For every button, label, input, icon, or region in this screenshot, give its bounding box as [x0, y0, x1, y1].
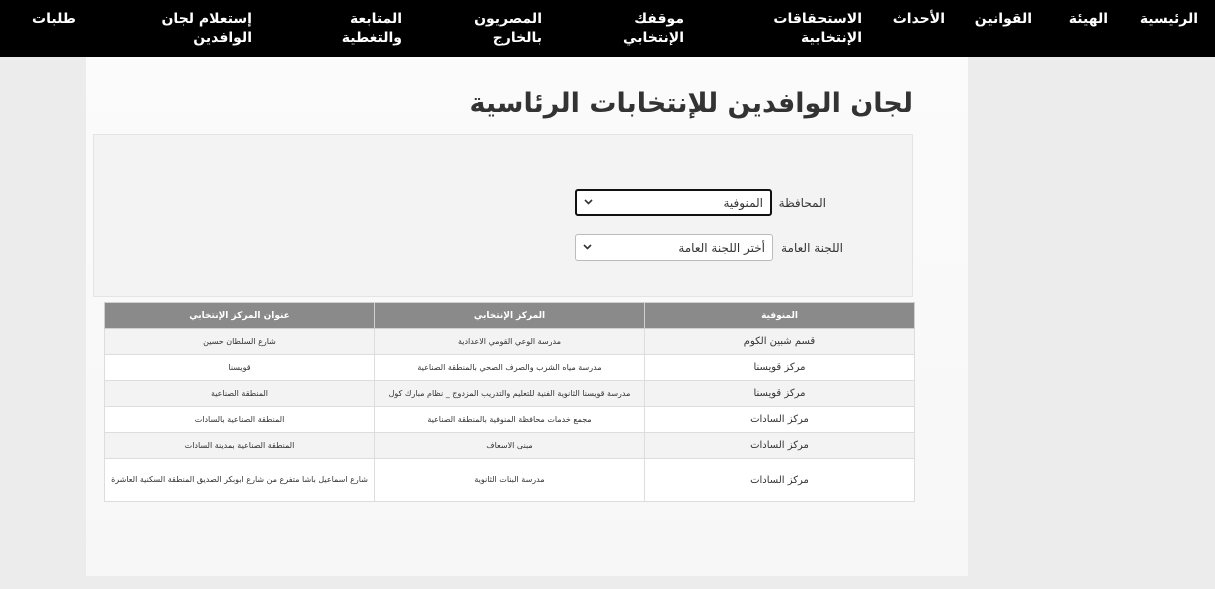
results-table — [104, 302, 915, 502]
table-row — [105, 355, 915, 381]
chevron-down-icon — [583, 243, 592, 253]
cell-center: مدرسة مياه الشرب والصرف الصحي بالمنطقة الصناعية — [375, 355, 645, 381]
cell-area: مركز قويسنا — [645, 355, 915, 381]
cell-address: المنطقة الصناعية — [105, 381, 375, 407]
page-title: لجان الوافدين للإنتخابات الرئاسية — [469, 88, 913, 119]
nav-expat-inquiry-line2: الوافدين — [193, 30, 252, 46]
nav-my-position-line2: الإنتخابي — [623, 30, 684, 46]
cell-address: قويسنا — [105, 355, 375, 381]
column-header-address: عنوان المركز الإنتخابي — [105, 303, 375, 329]
nav-monitoring-line2: والتغطية — [341, 30, 402, 46]
governorate-label: المحافظة — [778, 196, 826, 210]
cell-address: المنطقة الصناعية بمدينة السادات — [105, 433, 375, 459]
nav-my-position[interactable] — [623, 10, 684, 48]
table-row — [105, 459, 915, 502]
nav-expat-inquiry-line1: إستعلام لجان — [161, 11, 252, 27]
cell-address: شارع اسماعيل باشا متفرع من شارع ابوبكر الصديق المنطقة السكنية العاشرة — [105, 459, 375, 502]
nav-egyptians-abroad[interactable] — [474, 10, 542, 48]
table-header-row — [105, 303, 915, 329]
governorate-select-value: المنوفية — [723, 195, 763, 210]
cell-center: مبنى الاسعاف — [375, 433, 645, 459]
nav-requests[interactable]: طلبات — [32, 11, 76, 27]
nav-authority[interactable]: الهيئة — [1068, 11, 1108, 27]
table-row — [105, 407, 915, 433]
table-row — [105, 433, 915, 459]
nav-entitlements-line2: الإنتخابية — [800, 30, 862, 46]
top-navbar — [0, 0, 1215, 57]
nav-egyptians-abroad-line1: المصريون — [474, 11, 542, 27]
cell-area: مركز قويسنا — [645, 381, 915, 407]
chevron-down-icon — [584, 198, 593, 208]
column-header-governorate: المنوفية — [645, 303, 915, 329]
nav-egyptians-abroad-line2: بالخارج — [492, 30, 542, 46]
cell-address: شارع السلطان حسين — [105, 329, 375, 355]
nav-monitoring-line1: المتابعة — [349, 11, 402, 27]
nav-expat-inquiry[interactable] — [161, 10, 252, 48]
column-header-center: المركز الإنتخابي — [375, 303, 645, 329]
cell-center: مدرسة البنات الثانوية — [375, 459, 645, 502]
cell-area: قسم شبين الكوم — [645, 329, 915, 355]
committee-label: اللجنة العامة — [781, 241, 843, 255]
cell-area: مركز السادات — [645, 407, 915, 433]
nav-laws[interactable]: القوانين — [974, 11, 1032, 27]
cell-center: مدرسة الوعي القومي الاعدادية — [375, 329, 645, 355]
table-row — [105, 329, 915, 355]
table-row — [105, 381, 915, 407]
committee-select-value: أختر اللجنة العامة — [678, 240, 765, 255]
cell-address: المنطقة الصناعية بالسادات — [105, 407, 375, 433]
nav-events[interactable]: الأحداث — [892, 11, 945, 27]
nav-my-position-line1: موقفك — [634, 11, 684, 27]
cell-center: مدرسة قويسنا الثانوية الفنية للتعليم والتدريب المزدوج _ نظام مبارك كول — [375, 381, 645, 407]
nav-entitlements[interactable] — [773, 10, 862, 48]
cell-area: مركز السادات — [645, 459, 915, 502]
governorate-select[interactable] — [575, 189, 772, 216]
nav-entitlements-line1: الاستحقاقات — [773, 11, 862, 27]
committee-select[interactable] — [575, 234, 773, 261]
cell-area: مركز السادات — [645, 433, 915, 459]
cell-center: مجمع خدمات محافظة المنوفية بالمنطقة الصناعية — [375, 407, 645, 433]
nav-monitoring[interactable] — [342, 10, 402, 48]
search-form — [93, 134, 913, 297]
nav-home[interactable]: الرئيسية — [1139, 11, 1198, 27]
